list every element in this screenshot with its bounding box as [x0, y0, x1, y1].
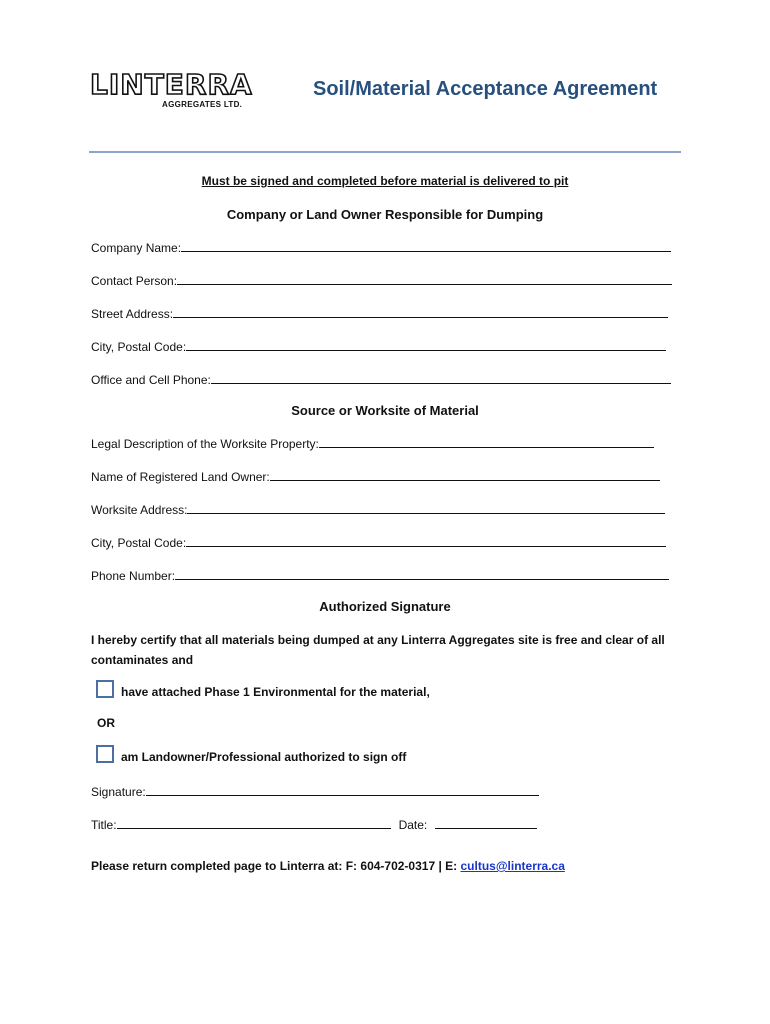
date-label: Date:	[398, 818, 428, 832]
worksite-address-field[interactable]	[91, 501, 665, 517]
field-label: Legal Description of the Worksite Property:	[91, 437, 319, 451]
phone-line[interactable]	[211, 371, 671, 384]
section-heading-company: Company or Land Owner Responsible for Dumping	[226, 207, 544, 222]
street-address-field[interactable]	[91, 305, 668, 321]
header-divider	[89, 151, 681, 153]
title-date-field[interactable]	[91, 816, 537, 832]
field-label: Name of Registered Land Owner:	[91, 470, 270, 484]
city-postal-field[interactable]	[91, 338, 666, 354]
section-heading-signature: Authorized Signature	[319, 599, 451, 614]
title-line[interactable]	[117, 816, 391, 829]
field-label: Title:	[91, 818, 117, 832]
phone-number-line[interactable]	[175, 567, 669, 580]
street-address-line[interactable]	[173, 305, 668, 318]
logo-wordmark: LINTERRA	[90, 68, 253, 101]
section-heading-worksite: Source or Worksite of Material	[291, 403, 479, 418]
signature-field[interactable]	[91, 783, 539, 799]
date-line[interactable]	[435, 816, 537, 829]
certification-statement: I hereby certify that all materials being dumped at any Linterra Aggregates site is free and clear of all contaminates and	[91, 633, 665, 667]
field-label: Company Name:	[91, 241, 182, 255]
logo-subtitle: AGGREGATES LTD.	[162, 100, 243, 109]
contact-person-line[interactable]	[177, 272, 672, 285]
legal-description-line[interactable]	[319, 435, 654, 448]
contact-person-field[interactable]	[91, 272, 672, 288]
page-title: Soil/Material Acceptance Agreement	[313, 78, 658, 100]
land-owner-field[interactable]	[91, 468, 660, 484]
field-label: Signature:	[91, 785, 146, 799]
landowner-checkbox[interactable]	[96, 745, 114, 763]
field-label: City, Postal Code:	[91, 536, 187, 550]
field-label: Office and Cell Phone:	[91, 373, 211, 387]
land-owner-line[interactable]	[270, 468, 660, 481]
legal-description-field[interactable]	[91, 435, 654, 451]
field-label: Worksite Address:	[91, 503, 188, 517]
return-instructions	[91, 859, 565, 873]
email-link[interactable]: cultus@linterra.ca	[460, 859, 565, 873]
field-label: Phone Number:	[91, 569, 176, 583]
delivery-notice: Must be signed and completed before material is delivered to pit	[201, 174, 569, 188]
phase1-checkbox[interactable]	[96, 680, 114, 698]
landowner-label: am Landowner/Professional authorized to sign off	[121, 750, 407, 764]
company-name-line[interactable]	[181, 239, 671, 252]
worksite-address-line[interactable]	[187, 501, 665, 514]
signature-line[interactable]	[146, 783, 539, 796]
field-label: City, Postal Code:	[91, 340, 187, 354]
phase1-label: have attached Phase 1 Environmental for the material,	[121, 685, 430, 699]
company-name-field[interactable]	[91, 239, 671, 255]
city-postal-line[interactable]	[186, 338, 666, 351]
phone-field[interactable]	[91, 371, 671, 387]
field-label: Street Address:	[91, 307, 174, 321]
phone-number-field[interactable]	[91, 567, 669, 583]
field-label: Contact Person:	[91, 274, 178, 288]
worksite-city-postal-line[interactable]	[186, 534, 666, 547]
worksite-city-postal-field[interactable]	[91, 534, 666, 550]
return-text: Please return completed page to Linterra at: F: 604-702-0317 | E:	[91, 859, 461, 873]
company-logo	[90, 68, 253, 112]
or-label: OR	[97, 716, 115, 730]
